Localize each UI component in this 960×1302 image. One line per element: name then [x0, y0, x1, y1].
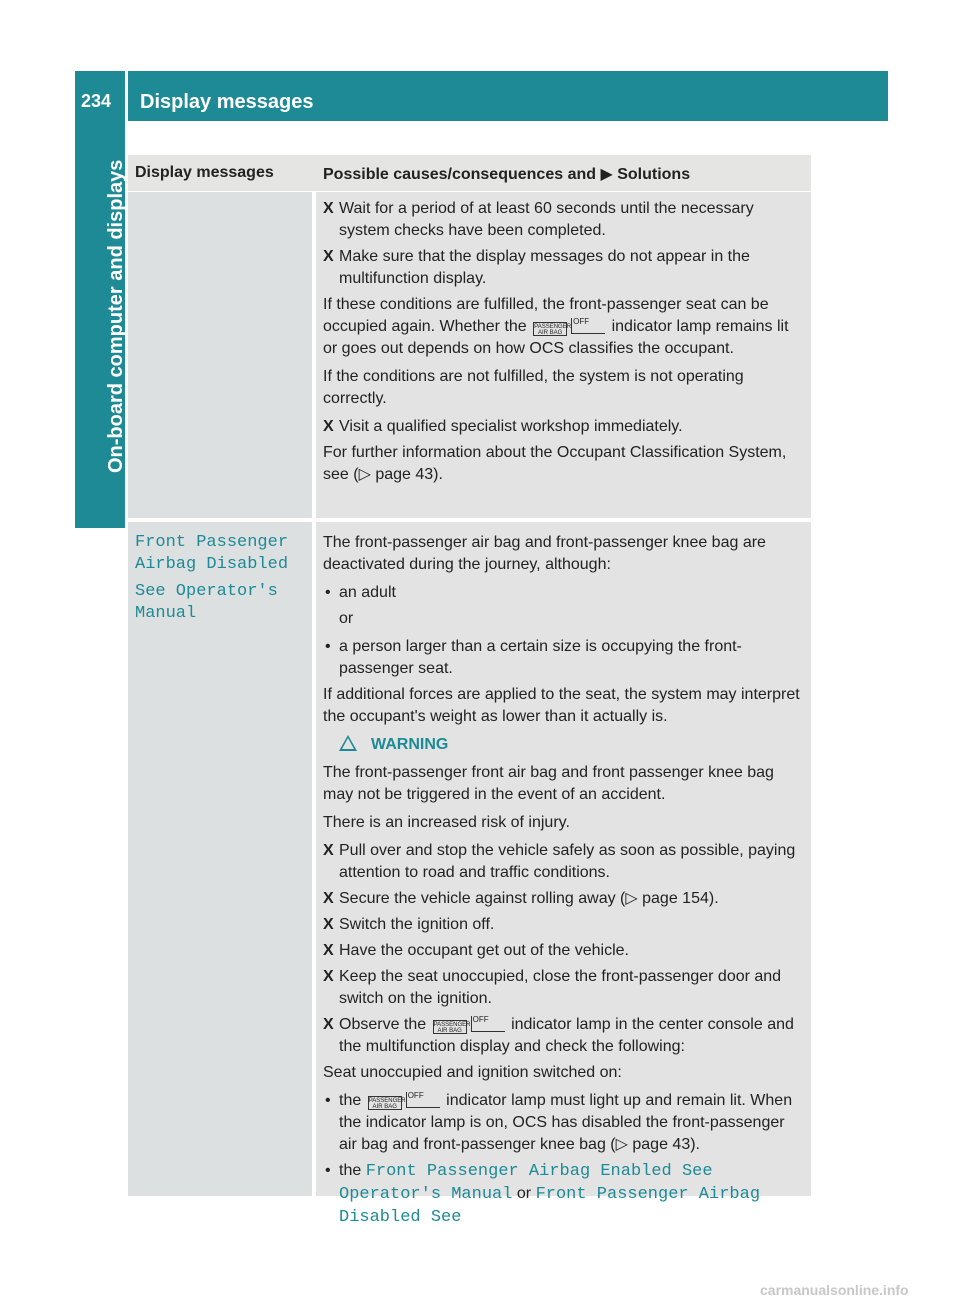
step-item: X Have the occupant get out of the vehicle. — [323, 942, 629, 959]
airbag-off-icon: OFF — [406, 1092, 440, 1108]
warning-icon — [339, 735, 357, 751]
passenger-airbag-lamp-icon: PASSENGER AIR BAG — [534, 324, 572, 336]
paragraph: If the conditions are not fulfilled, the system is not operating correctly. — [323, 368, 744, 407]
step-item: X Pull over and stop the vehicle safely as soon as possible, paying attention to road and traffic conditions. — [323, 842, 796, 881]
paragraph: If additional forces are applied to the seat, the system may interpret the occupant's weight as lower than it actually is. — [323, 686, 800, 725]
bullet-item: • the Front Passenger Airbag Enabled See Operator's Manual or Front Passenger Airbag Disabled See — [325, 1162, 761, 1227]
table-row — [128, 522, 811, 1227]
display-message: See Operator's Manual — [135, 582, 278, 623]
table-row — [128, 192, 811, 518]
paragraph: Seat unoccupied and ignition switched on: — [323, 1064, 622, 1081]
paragraph: If these conditions are fulfilled, the front-passenger seat can be occupied again. Whether the PASSENGER AIR BAG OFF indicator lamp remains lit or goes out depends on how OCS classifies the occupant. — [323, 296, 789, 357]
display-message-inline: Front Passenger Airbag Disabled See — [339, 1185, 761, 1227]
message-cell — [128, 192, 312, 518]
bullet-item: • a person larger than a certain size is occupying the front-passenger seat. — [325, 638, 742, 677]
bullet-item: • the PASSENGER AIR BAG OFF indicator lamp must light up and remain lit. When the indicator lamp is on, OCS has disabled the front-passenger air bag and front-passenger knee bag (▷ page 43). — [325, 1091, 793, 1153]
chapter-sidebar — [75, 121, 125, 528]
display-message-inline: Front Passenger Airbag Enabled See Operator's Manual — [339, 1162, 713, 1204]
paragraph: The front-passenger front air bag and front passenger knee bag may not be triggered in the event of an accident. — [323, 764, 774, 803]
step-item: X Make sure that the display messages do not appear in the multifunction display. — [323, 248, 750, 287]
solution-cell — [316, 192, 811, 518]
bullet-item: • an adult — [325, 584, 396, 601]
step-item: X Observe the PASSENGER AIR BAG OFF indicator lamp in the center console and the multifunction display and check the following: — [323, 1015, 794, 1055]
page-title: Display messages — [140, 91, 314, 113]
page-header — [128, 71, 888, 121]
page-number-box — [75, 71, 125, 121]
passenger-airbag-lamp-icon: PASSENGER AIR BAG — [433, 1022, 471, 1034]
paragraph: or — [339, 610, 354, 627]
step-item: X Keep the seat unoccupied, close the front-passenger door and switch on the ignition. — [323, 968, 782, 1007]
watermark: carmanualsonline.info — [760, 1282, 909, 1298]
airbag-off-icon: OFF — [471, 1016, 505, 1032]
paragraph: There is an increased risk of injury. — [323, 814, 570, 831]
solution-cell — [316, 522, 811, 1227]
messages-table — [128, 155, 811, 1227]
chapter-title: On-board computer and displays — [105, 159, 127, 473]
step-item: X Switch the ignition off. — [323, 916, 495, 933]
page-number: 234 — [81, 91, 112, 111]
airbag-off-icon: OFF — [571, 318, 605, 334]
message-cell — [128, 522, 312, 1196]
column-header-messages: Display messages — [135, 164, 274, 181]
column-header-solutions: Possible causes/consequences and ▶ Solutions — [323, 166, 691, 183]
step-item: X Secure the vehicle against rolling away (▷ page 154). — [323, 890, 719, 907]
step-item: X Visit a qualified specialist workshop immediately. — [323, 418, 683, 435]
passenger-airbag-lamp-icon: PASSENGER AIR BAG — [368, 1098, 406, 1110]
paragraph: The front-passenger air bag and front-passenger knee bag are deactivated during the journey, although: — [323, 534, 766, 573]
paragraph: For further information about the Occupant Classification System, see (▷ page 43). — [323, 444, 787, 483]
table-header — [128, 155, 811, 192]
step-item: X Wait for a period of at least 60 seconds until the necessary system checks have been completed. — [323, 200, 754, 239]
display-message: Front Passenger Airbag Disabled — [135, 533, 289, 574]
warning-heading: WARNING — [323, 734, 804, 756]
